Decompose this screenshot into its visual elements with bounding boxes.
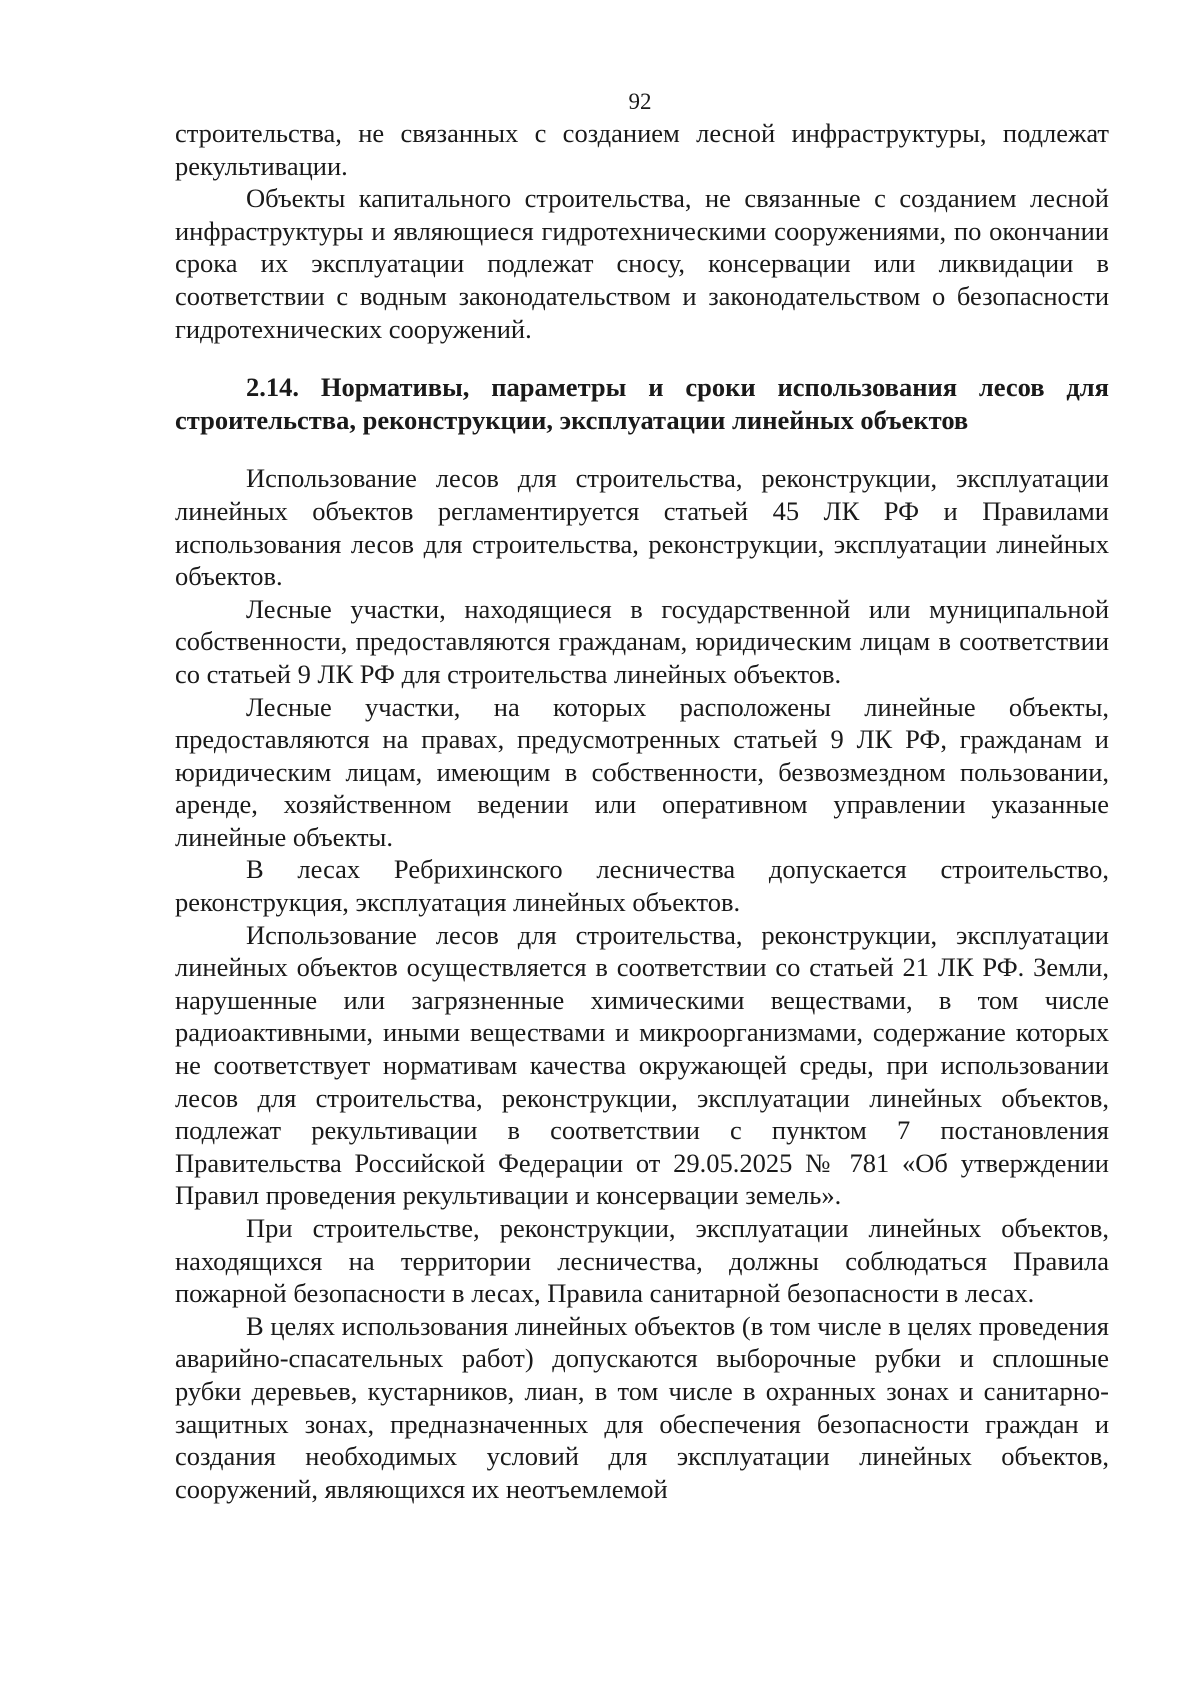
page-number: 92 [628, 89, 652, 114]
paragraph: В лесах Ребрихинского лесничества допускается строительство, реконструкция, эксплуатация линейных объектов. [175, 854, 1109, 918]
paragraph: Лесные участки, находящиеся в государственной или муниципальной собственности, предоставляются гражданам, юридическим лицам в соответствии со статьей 9 ЛК РФ для строительства линейных объектов. [175, 593, 1109, 689]
paragraph: В целях использования линейных объектов (в том числе в целях проведения аварийно-спасательных работ) допускаются выборочные рубки и сплошные рубки деревьев, кустарников, лиан, в том числе в охранных зонах и санитарно-защитных зонах, предназначенных для обеспечения безопасности граждан и создания необходимых условий для эксплуатации линейных объектов, сооружений, являющихся их неотъемлемой [175, 1310, 1109, 1504]
paragraph: Лесные участки, на которых расположены линейные объекты, предоставляются на правах, предусмотренных статьей 9 ЛК РФ, гражданам и юридическим лицам, имеющим в собственности, безвозмездном пользовании, аренде, хозяйственном ведении или оперативном управлении указанные линейные объекты. [175, 691, 1109, 852]
paragraph-continuation: строительства, не связанных с созданием лесной инфраструктуры, подлежат рекультивации. [175, 118, 1109, 181]
paragraph: Использование лесов для строительства, реконструкции, эксплуатации линейных объектов регламентируется статьей 45 ЛК РФ и Правилами использования лесов для строительства, реконструкции, эксплуатации линейных объектов. [175, 463, 1109, 592]
section-heading: 2.14. Нормативы, параметры и сроки использования лесов для строительства, реконструкции, эксплуатации линейных объектов [175, 372, 1109, 435]
paragraph: Использование лесов для строительства, реконструкции, эксплуатации линейных объектов осуществляется в соответствии со статьей 21 ЛК РФ. Земли, нарушенные или загрязненные химическими веществами, в том числе радиоактивными, иными веществами и микроорганизмами, содержание которых не соответствует нормативам качества окружающей среды, при использовании лесов для строительства, реконструкции, эксплуатации линейных объектов, подлежат рекультивации в соответствии с пунктом 7 постановления Правительства Российской Федерации от 29.05.2025 № 781 «Об утверждении Правил проведения рекультивации и консервации земель». [175, 919, 1109, 1211]
paragraph: Объекты капитального строительства, не связанные с созданием лесной инфраструктуры и являющиеся гидротехническими сооружениями, по окончании срока их эксплуатации подлежат сносу, консервации или ликвидации в соответствии с водным законодательством и законодательством о безопасности гидротехнических сооружений. [175, 183, 1109, 344]
page-content [175, 117, 1109, 1505]
paragraph: При строительстве, реконструкции, эксплуатации линейных объектов, находящихся на территории лесничества, должны соблюдаться Правила пожарной безопасности в лесах, Правила санитарной безопасности в лесах. [175, 1213, 1109, 1309]
